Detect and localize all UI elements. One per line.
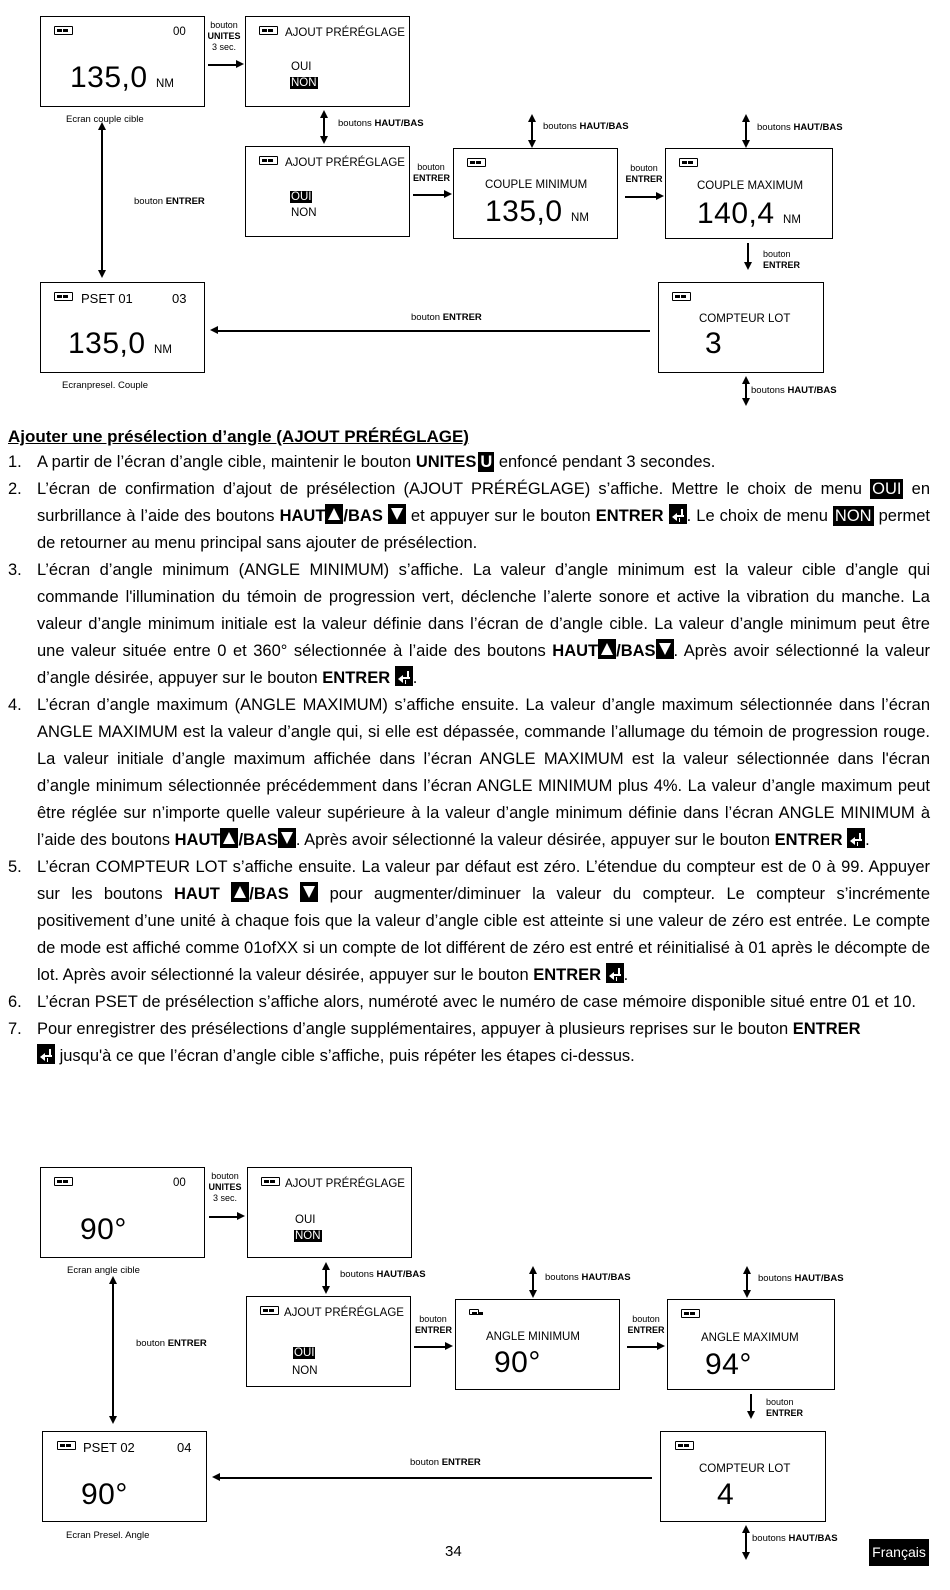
screen-value: 135,0 [485,195,563,228]
screen-title: ANGLE MAXIMUM [701,1332,799,1344]
steps-list [8,449,930,1070]
enter-key-icon [606,963,624,983]
arrow-down-icon [320,136,328,144]
arrow-down-icon [742,140,750,148]
down-arrow-key-icon [300,882,318,902]
step-5: 5. L’écran COMPTEUR LOT s’affiche ensuite. La valeur par défaut est zéro. L’étendue du compteur est de 0 à 99. Appuyer sur les boutons HAUT /BAS pour augmenter/diminuer la valeur du compteur. Le compteur s’incrémente positivement d’une unité à chaque fois que la valeur d’angle cible est atteinte si une valeur de zéro est entrée. Le compte de mode est affiché comme 01ofXX si un compte de lot différent de zéro est entré et réinitialisé à 01 après le décompte de lot. Après avoir sélectionné la valeur désirée, appuyer sur le bouton ENTRER . [8,858,930,984]
angle-pset-screen [42,1431,207,1522]
screen-unit: NM [154,344,172,356]
step-6: 6. L’écran PSET de présélection s’affiche alors, numéroté avec le numéro de case mémoire disponible situé entre 01 et 10. [8,993,916,1011]
screen-title: COUPLE MINIMUM [485,179,588,191]
torque-min-screen [453,148,618,239]
arrow-line [208,64,236,66]
arrow-down-icon [322,1286,330,1294]
screen-value-line [70,61,174,95]
screen-caption: Ecranpresel. Couple [62,380,149,391]
option-oui: OUI [291,61,312,73]
haut-bas-label: boutons HAUT/BAS [545,1272,631,1283]
haut-bas-label: boutons HAUT/BAS [338,118,424,129]
up-arrow-key-icon [598,639,616,659]
screen-value: 90° [81,1478,128,1511]
arrow-right-icon [656,192,664,200]
screen-value: 90° [80,1213,127,1246]
arrow-down-icon [744,262,752,270]
angle-add-preset-non-screen [247,1167,412,1258]
haut-bas-label: boutons HAUT/BAS [340,1269,426,1280]
screen-counter: 04 [177,1440,192,1455]
battery-icon [469,1309,479,1315]
option-oui-selected: OUI [291,191,312,203]
entrer-label: bouton ENTRER [410,1457,481,1468]
screen-value-line [68,327,172,361]
battery-icon [261,1177,280,1186]
screen-title: COUPLE MAXIMUM [697,180,804,192]
option-oui-selected: OUI [294,1347,315,1359]
units-3s-label: bouton UNITES 3 sec. [207,20,241,52]
screen-unit: NM [156,78,174,90]
arrow-down-icon [743,1290,751,1298]
angle-target-screen [40,1167,205,1258]
enter-key-icon [847,828,865,848]
torque-add-preset-non-screen [245,16,410,107]
screen-caption: Ecran angle cible [67,1265,140,1276]
arrow-right-icon [237,1212,245,1220]
arrow-down-icon [742,1552,750,1560]
units-key-icon: U [480,453,493,471]
battery-icon [679,158,698,167]
battery-icon [54,1177,73,1186]
screen-title: COMPTEUR LOT [699,313,791,325]
option-non-selected: NON [291,77,317,89]
torque-max-screen [665,148,833,239]
arrow-down-icon [528,140,536,148]
torque-target-screen [40,16,205,107]
option-non-selected: NON [295,1230,321,1242]
up-arrow-key-icon [325,504,343,524]
option-non: NON [291,207,317,219]
battery-icon [57,1441,76,1450]
down-arrow-key-icon [388,504,406,524]
enter-key-icon [395,666,413,686]
screen-caption: Ecran couple cible [66,114,144,125]
battery-icon [54,292,73,301]
angle-add-preset-oui-screen [246,1296,411,1387]
torque-add-preset-oui-screen [245,146,410,237]
screen-value-line [485,195,589,229]
arrow-down-icon [529,1290,537,1298]
arrow-down-icon [742,398,750,406]
screen-value: 4 [717,1478,735,1511]
arrow-left-icon [212,1473,220,1481]
screen-unit: NM [571,212,589,224]
screen-title: ANGLE MINIMUM [486,1331,580,1343]
up-arrow-key-icon [231,882,249,902]
screen-title: COMPTEUR LOT [699,1463,791,1475]
step-3: 3. L’écran d’angle minimum (ANGLE MINIMUM) s’affiche. La valeur d’angle minimum est la valeur cible d’angle qui commande l'illumination du témoin de progression vert, déclenche l’alerte sonore et active la vibration du manche. La valeur d’angle minimum initiale est la valeur définie dans l’écran de d’angle cible. La valeur d’angle minimum peut être une valeur située entre 0 et 360° sélectionnée à l’aide des boutons HAUT /BAS . Après avoir sélectionné la valeur d’angle désirée, appuyer sur le bouton ENTRER . [8,561,931,687]
screen-value: 135,0 [70,61,148,94]
pset-name: PSET 01 [81,291,133,306]
screen-value-line [697,197,801,231]
battery-icon [259,156,278,165]
arrow-down-icon [98,270,106,278]
screen-unit: NM [783,214,801,226]
down-arrow-key-icon [278,828,296,848]
instructions-section [8,425,930,1070]
haut-bas-label: boutons HAUT/BAS [757,122,843,133]
screen-title: AJOUT PRÉRÉGLAGE [285,27,405,39]
entrer-label: bouton ENTRER [415,1314,453,1335]
entrer-label: bouton ENTRER [763,249,801,270]
battery-icon [467,158,486,167]
screen-title: AJOUT PRÉRÉGLAGE [284,1307,404,1319]
option-oui: OUI [295,1214,316,1226]
arrow-down-icon [747,1411,755,1419]
down-arrow-key-icon [656,639,674,659]
arrow-right-icon [444,190,452,198]
step-2: 2. L’écran de confirmation d’ajout de présélection (AJOUT PRÉRÉGLAGE) s’affiche. Mettre le choix de menu OUI en surbrillance à l’aide des boutons HAUT /BAS et appuyer sur le bouton ENTRER . Le choix de menu NON permet de retourner au menu principal sans ajouter de présélection. [8,480,930,552]
section-heading: Ajouter une présélection d’angle (AJOUT PRÉRÉGLAGE) [8,427,469,446]
angle-max-screen [667,1299,835,1390]
battery-icon [260,1306,279,1315]
screen-value: 94° [705,1348,752,1381]
entrer-label: bouton ENTRER [413,162,451,183]
haut-bas-label: boutons HAUT/BAS [543,121,629,132]
option-non: NON [292,1365,318,1377]
battery-icon [259,26,278,35]
entrer-label: bouton ENTRER [411,312,482,323]
battery-icon [54,26,73,35]
entrer-label: bouton ENTRER [625,163,663,184]
screen-counter: 00 [173,26,186,38]
battery-icon [675,1441,694,1450]
haut-bas-label: boutons HAUT/BAS [752,1533,838,1544]
haut-bas-label: boutons HAUT/BAS [758,1273,844,1284]
screen-counter: 03 [172,291,187,306]
entrer-label: bouton ENTRER [134,196,205,207]
screen-title: AJOUT PRÉRÉGLAGE [285,157,405,169]
battery-icon [681,1309,700,1318]
screen-counter: 00 [173,1177,186,1189]
units-3s-label: bouton UNITES 3 sec. [208,1171,242,1203]
screen-value: 140,4 [697,197,775,230]
page-number: 34 [445,1543,462,1560]
battery-icon [672,292,691,301]
arrow-right-icon [445,1342,453,1350]
screen-caption: Ecran Presel. Angle [66,1530,150,1541]
screen-value: 135,0 [68,327,146,360]
enter-key-icon [37,1044,55,1064]
up-arrow-key-icon [220,828,238,848]
screen-title: AJOUT PRÉRÉGLAGE [285,1178,405,1190]
arrow-down-icon [109,1416,117,1424]
pset-name: PSET 02 [83,1440,135,1455]
torque-pset-screen [40,282,205,373]
language-tab: Français [869,1539,929,1566]
arrow-right-icon [657,1342,665,1350]
haut-bas-label: boutons HAUT/BAS [751,385,837,396]
arrow-left-icon [210,326,218,334]
screen-value: 3 [705,327,723,360]
entrer-label: bouton ENTRER [627,1314,665,1335]
step-7: 7. Pour enregistrer des présélections d’angle supplémentaires, appuyer à plusieurs reprises sur le bouton ENTRER jusqu'à ce que l’écran d’angle cible s’affiche, puis répéter les étapes ci-dessus. [8,1020,861,1065]
torque-lot-screen [658,282,824,373]
entrer-label: bouton ENTRER [766,1397,804,1418]
entrer-label: bouton ENTRER [136,1338,207,1349]
angle-min-screen [455,1299,620,1390]
enter-key-icon [669,504,687,524]
screen-value: 90° [494,1346,541,1379]
step-1: 1. A partir de l’écran d’angle cible, maintenir le bouton UNITES U enfoncé pendant 3 secondes. [8,453,716,471]
arrow-right-icon [236,60,244,68]
angle-lot-screen [660,1431,826,1522]
step-4: 4. L’écran d’angle maximum (ANGLE MAXIMUM) s’affiche ensuite. La valeur d’angle maximum sélectionnée dans l’écran ANGLE MAXIMUM est la valeur d’angle qui, si elle est dépassée, commande l’allumage du témoin de progression rouge. La valeur initiale d’angle maximum affichée dans l’écran ANGLE MAXIMUM est la valeur sélectionnée dans l'écran d’angle minimum sélectionnée précédemment dans l’écran ANGLE MINIMUM plus 4%. La valeur d’angle maximum peut être réglée sur n’importe quelle valeur supérieure à la valeur d’angle minimum définie dans l’écran ANGLE MINIMUM à l’aide des boutons HAUT /BAS . Après avoir sélectionné la valeur désirée, appuyer sur le bouton ENTRER . [8,696,930,849]
